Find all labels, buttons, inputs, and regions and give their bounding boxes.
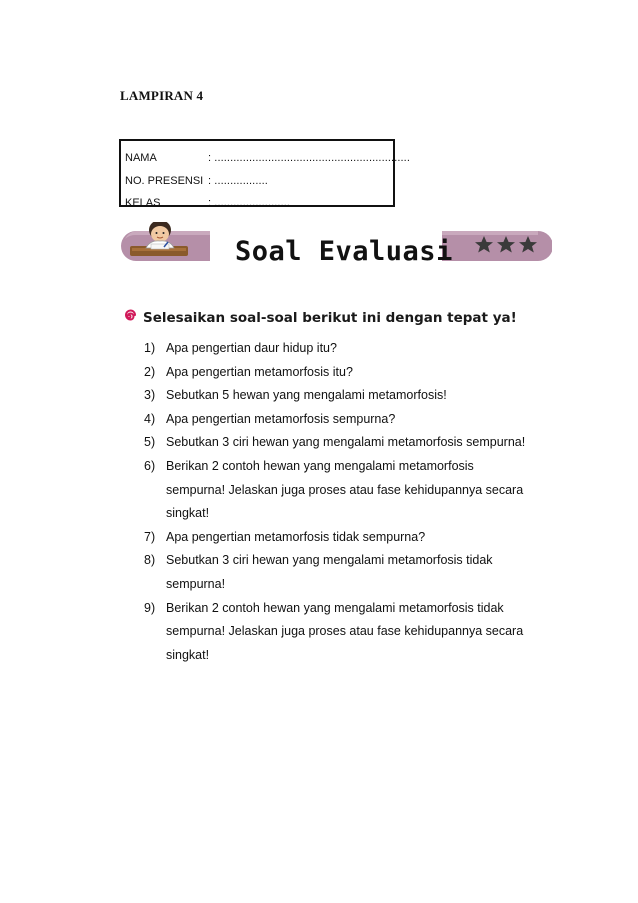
- list-item: [144, 408, 564, 432]
- list-item: [144, 455, 536, 526]
- attendance-number-field[interactable]: : .................: [208, 174, 268, 187]
- question-number: 3): [144, 388, 156, 403]
- page-heading: LAMPIRAN 4: [120, 88, 204, 103]
- question-text: Berikan 2 contoh hewan yang mengalami metamorfosis tidak sempurna! Jelaskan juga proses atau fase kehidupannya secara singkat!: [166, 600, 524, 662]
- question-text: Apa pengertian metamorfosis tidak sempurna?: [166, 529, 426, 544]
- question-number: 8): [144, 553, 156, 568]
- class-label: KELAS: [125, 197, 161, 209]
- question-text: Sebutkan 3 ciri hewan yang mengalami metamorfosis tidak sempurna!: [166, 553, 493, 591]
- question-text: Sebutkan 3 ciri hewan yang mengalami metamorfosis sempurna!: [166, 435, 526, 450]
- instruction-line: [121, 308, 517, 326]
- list-item: [144, 384, 564, 408]
- question-number: 9): [144, 600, 156, 615]
- list-item: [144, 597, 536, 668]
- identity-row-class: [125, 192, 393, 215]
- class-field[interactable]: : ........................: [208, 197, 291, 209]
- list-item: [144, 337, 564, 361]
- question-number: 4): [144, 411, 156, 426]
- question-number: 2): [144, 364, 156, 379]
- question-text: Apa pengertian metamorfosis sempurna?: [166, 411, 396, 426]
- evaluation-banner: [120, 222, 552, 272]
- question-list: [144, 337, 564, 667]
- question-text: Apa pengertian daur hidup itu?: [166, 341, 337, 355]
- question-number: 6): [144, 458, 156, 473]
- list-item: [144, 431, 564, 455]
- swirl-bullet-icon: [121, 308, 137, 324]
- identity-row-attendance: [125, 170, 393, 193]
- name-label: NAMA: [125, 152, 157, 164]
- question-text: Berikan 2 contoh hewan yang mengalami metamorfosis sempurna! Jelaskan juga proses atau fase kehidupannya secara singkat!: [166, 458, 524, 521]
- banner-title: Soal Evaluasi: [235, 236, 453, 267]
- name-field[interactable]: : ..............................................................: [208, 152, 410, 164]
- list-item: [144, 526, 564, 550]
- list-item: [144, 361, 564, 385]
- instruction-text: Selesaikan soal-soal berikut ini dengan tepat ya!: [143, 310, 517, 326]
- question-number: 1): [144, 341, 156, 355]
- question-number: 7): [144, 529, 156, 544]
- student-identity-box: [119, 139, 410, 209]
- question-text: Sebutkan 5 hewan yang mengalami metamorfosis!: [166, 388, 447, 403]
- question-text: Apa pengertian metamorfosis itu?: [166, 364, 353, 379]
- attendance-number-label: NO. PRESENSI: [125, 174, 204, 187]
- question-number: 5): [144, 435, 156, 450]
- identity-row-name: [125, 147, 410, 170]
- list-item: [144, 549, 536, 596]
